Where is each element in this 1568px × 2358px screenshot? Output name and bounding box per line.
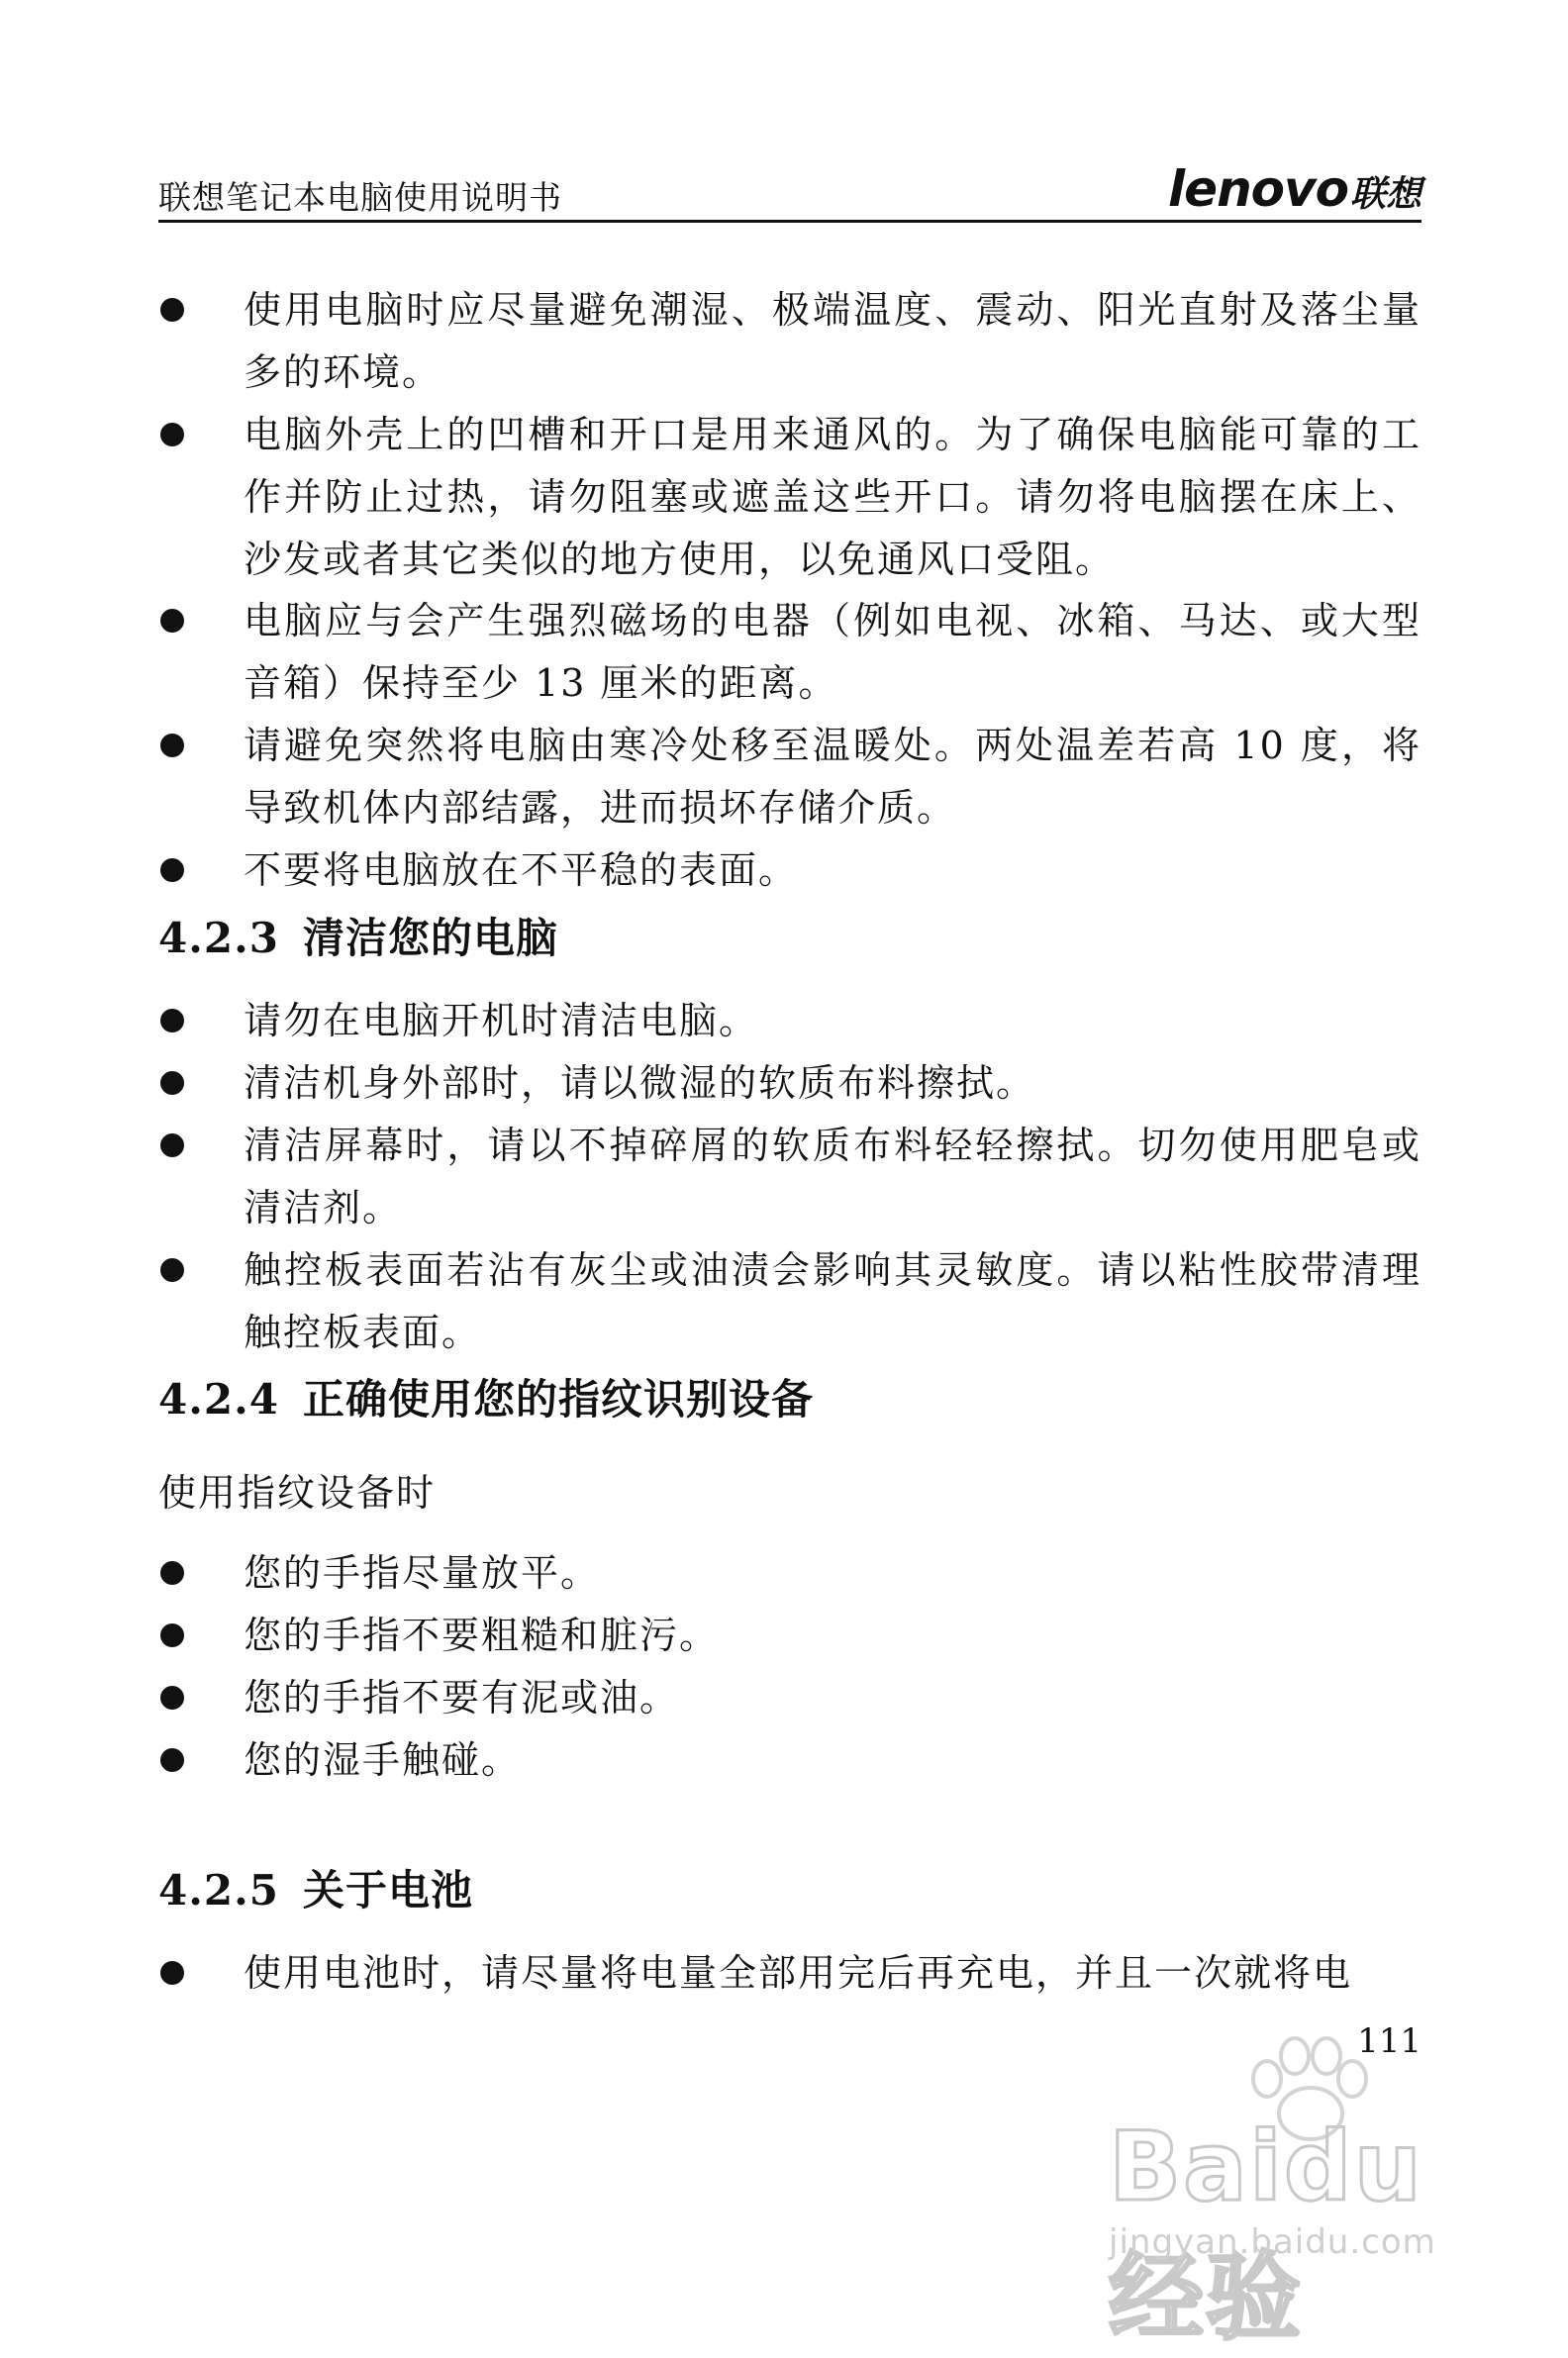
list-item-text: 清洁屏幕时，请以不掉碎屑的软质布料轻轻擦拭。切勿使用肥皂或清洁剂。: [244, 1124, 1421, 1229]
section-title: 清洁您的电脑: [303, 914, 559, 962]
list-item-text: 使用电池时，请尽量将电量全部用完后再充电，并且一次就将电: [244, 1951, 1353, 1995]
bullet-icon: [160, 423, 184, 446]
section-title: 正确使用您的指纹识别设备: [303, 1375, 815, 1424]
header-title: 联想笔记本电脑使用说明书: [158, 178, 562, 217]
list-item-text: 您的手指尽量放平。: [244, 1551, 601, 1595]
bullet-icon: [160, 1561, 184, 1585]
lenovo-logo: [1168, 160, 1421, 218]
list-item-text: 触控板表面若沾有灰尘或油渍会影响其灵敏度。请以粘性胶带清理触控板表面。: [244, 1248, 1421, 1354]
section-heading-4-2-5: [158, 1861, 473, 1920]
bullet-icon: [160, 1133, 184, 1157]
section-heading-4-2-3: [158, 909, 558, 968]
baidu-watermark: [1089, 2034, 1505, 2353]
bullet-icon: [160, 1961, 184, 1985]
logo-cn: 联想: [1349, 174, 1421, 215]
logo-word: lenovo: [1168, 160, 1348, 218]
list-item-text: 电脑外壳上的凹槽和开口是用来通风的。为了确保电脑能可靠的工作并防止过热，请勿阻塞或遮盖这些开口。请勿将电脑摆在床上、沙发或者其它类似的地方使用，以免通风口受阻。: [244, 413, 1421, 581]
section-number: 4.2.5: [158, 1866, 279, 1915]
list-item-text: 清洁机身外部时，请以微湿的软质布料擦拭。: [244, 1061, 1036, 1105]
section-intro: 使用指纹设备时: [158, 1471, 437, 1515]
watermark-brand: Baidu经验: [1109, 2112, 1423, 2353]
list-item-text: 电脑应与会产生强烈磁场的电器（例如电视、冰箱、马达、或大型音箱）保持至少 13 厘米的距离。: [244, 599, 1421, 705]
bullet-icon: [160, 1686, 184, 1710]
bullet-icon: [160, 1071, 184, 1095]
bullet-icon: [160, 298, 184, 322]
watermark-url: jingyan.baidu.com: [1109, 2222, 1436, 2262]
page-header: [158, 158, 1421, 223]
list-item-text: 您的湿手触碰。: [244, 1738, 522, 1782]
list-item-text: 请避免突然将电脑由寒冷处移至温暖处。两处温差若高 10 度，将导致机体内部结露，进而损坏存储介质。: [244, 724, 1421, 830]
bullet-icon: [160, 1258, 184, 1282]
section-heading-4-2-4: [158, 1370, 814, 1429]
section-number: 4.2.3: [158, 914, 279, 962]
list-item-text: 您的手指不要有泥或油。: [244, 1676, 680, 1719]
section-title: 关于电池: [303, 1866, 474, 1915]
section-number: 4.2.4: [158, 1375, 279, 1424]
bullet-icon: [160, 1623, 184, 1647]
bullet-icon: [160, 858, 184, 882]
page-number: 111: [1357, 2021, 1421, 2061]
list-item-text: 请勿在电脑开机时清洁电脑。: [244, 999, 759, 1042]
bullet-icon: [160, 1748, 184, 1772]
list-item-text: 您的手指不要粗糙和脏污。: [244, 1614, 720, 1657]
bullet-icon: [160, 1009, 184, 1032]
bullet-icon: [160, 609, 184, 633]
list-item-text: 使用电脑时应尽量避免潮湿、极端温度、震动、阳光直射及落尘量多的环境。: [244, 288, 1421, 394]
bullet-icon: [160, 734, 184, 757]
list-item-text: 不要将电脑放在不平稳的表面。: [244, 848, 799, 892]
